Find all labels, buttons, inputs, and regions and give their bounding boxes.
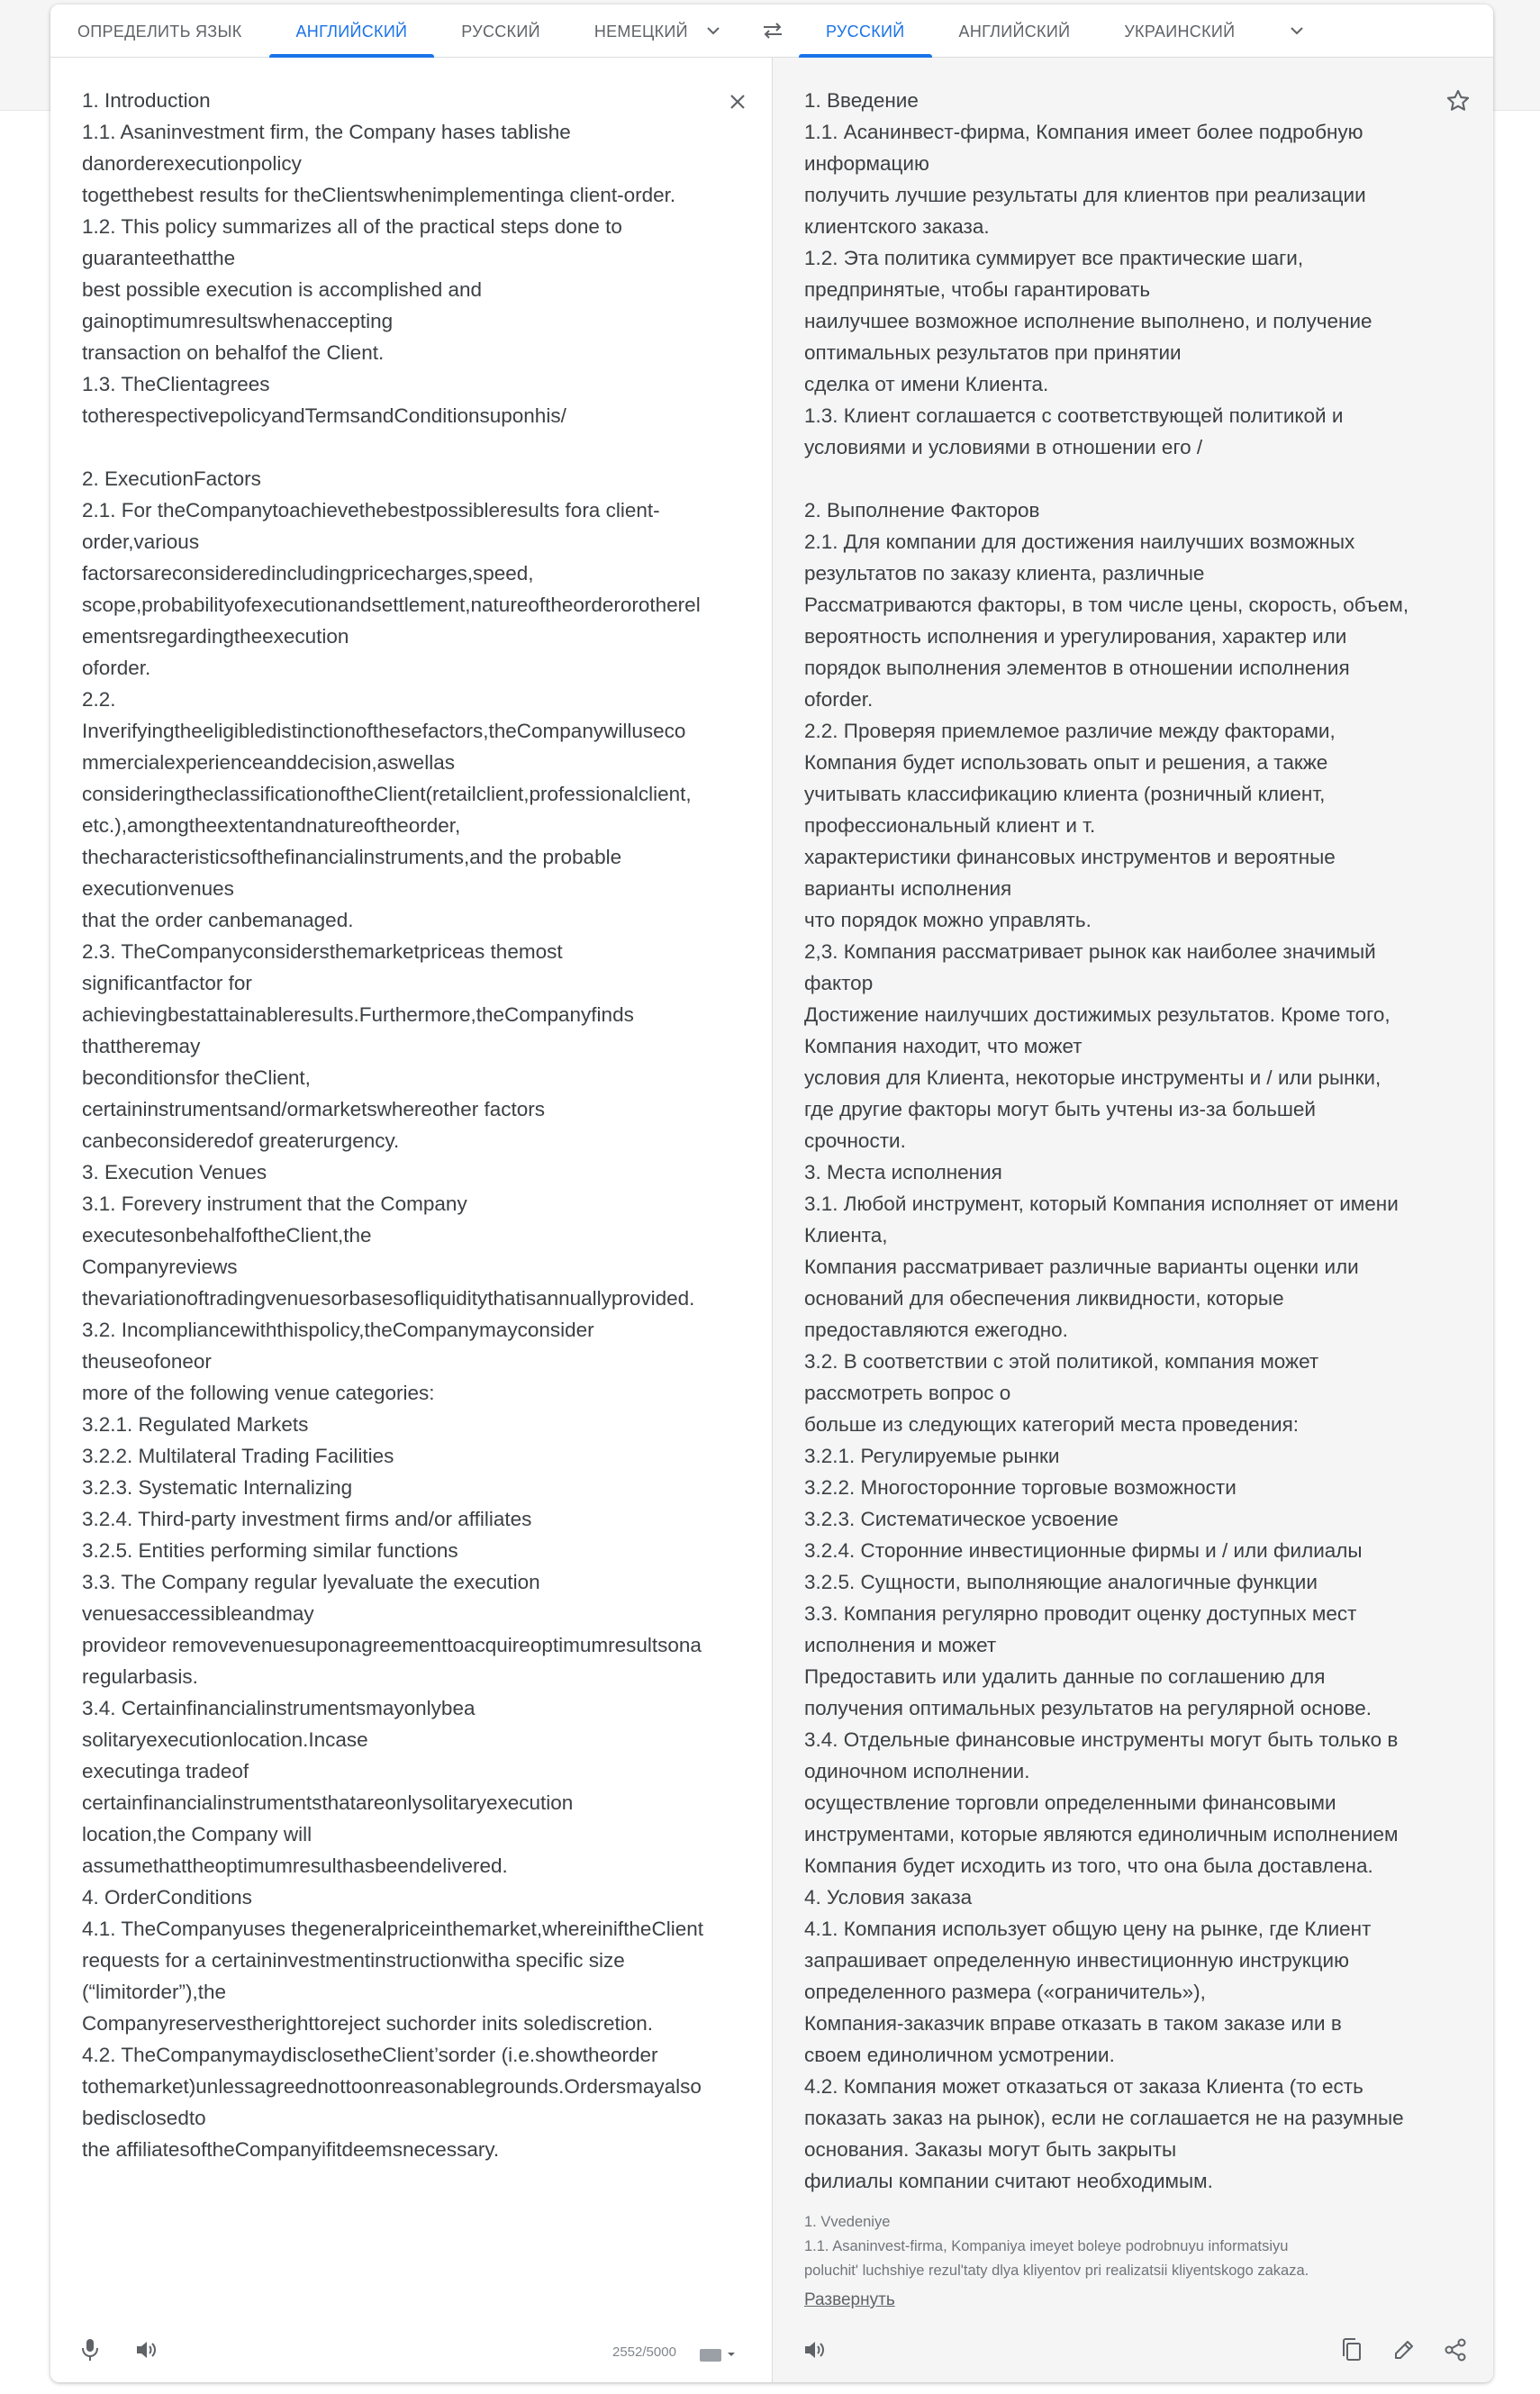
target-more-languages-chevron-down-icon[interactable]: [1288, 22, 1306, 40]
translation-text-line: 1.1. Асанинвест-фирма, Компания имеет более подробную: [804, 121, 1363, 143]
translation-text-line: порядок выполнения элементов в отношении исполнения: [804, 657, 1350, 679]
translation-text-line: что порядок можно управлять.: [804, 909, 1092, 931]
translation-text-line: профессиональный клиент и т.: [804, 814, 1096, 837]
tab-target-english[interactable]: АНГЛИЙСКИЙ: [958, 23, 1071, 41]
translation-text-line: Предоставить или удалить данные по соглашению для: [804, 1665, 1326, 1688]
source-text-line: 2.1. For theCompanytoachievethebestpossibleresults fora client-: [82, 499, 660, 521]
copy-icon[interactable]: [1340, 2337, 1363, 2362]
translation-text-line: 2.1. Для компании для достижения наилучших возможных: [804, 530, 1355, 553]
source-text-line: certainfinancialinstrumentsthatareonlysolitaryexecution: [82, 1791, 574, 1814]
source-text-line: factorsareconsideredincludingpricecharges,speed,: [82, 562, 534, 585]
translation-text-line: предоставляются ежегодно.: [804, 1319, 1068, 1341]
source-text-line: location,the Company will: [82, 1823, 313, 1845]
translation-text-line: фактор: [804, 972, 874, 994]
source-text-line: 3.4. Certainfinancialinstrumentsmayonlybea: [82, 1697, 476, 1719]
source-text-line: danorderexecutionpolicy: [82, 152, 302, 175]
translation-text-line: где другие факторы могут быть учтены из-за большей: [804, 1098, 1316, 1120]
tab-source-german[interactable]: НЕМЕЦКИЙ: [593, 23, 688, 41]
source-text-line: 1. Introduction: [82, 89, 211, 112]
source-text-line: thecharacteristicsofthefinancialinstruments,and the probable: [82, 846, 622, 868]
share-icon[interactable]: [1443, 2337, 1468, 2362]
translation-text-line: 3.2.4. Сторонние инвестиционные фирмы и / или филиалы: [804, 1539, 1363, 1562]
translation-text-line: 3.2.1. Регулируемые рынки: [804, 1445, 1060, 1467]
source-text-line: Companyreservestherighttoreject suchorder inits solediscretion.: [82, 2012, 654, 2035]
source-text-line: executinga tradeof: [82, 1760, 249, 1782]
translation-text-line: вероятность исполнения и урегулирования, характер или: [804, 625, 1347, 648]
source-text-line: the affiliatesoftheCompanyifitdeemsnecessary.: [82, 2138, 500, 2161]
source-text-line: beconditionsfor theClient,: [82, 1066, 311, 1089]
keyboard-icon[interactable]: [699, 2346, 737, 2362]
source-text-pane: [50, 58, 772, 2382]
tab-target-russian[interactable]: РУССКИЙ: [799, 5, 932, 57]
translator-card: [50, 5, 1493, 2382]
language-tab-bar: [50, 5, 1493, 58]
translation-text-line: Компания рассматривает различные варианты оценки или: [804, 1256, 1359, 1278]
source-text-line: 1.2. This policy summarizes all of the practical steps done to: [82, 215, 622, 238]
translation-text-line: 4. Условия заказа: [804, 1886, 973, 1909]
translation-text-line: информацию: [804, 152, 929, 175]
source-text-line: executionvenues: [82, 877, 234, 900]
source-text-line: oforder.: [82, 657, 151, 679]
translation-text-line: Рассматриваются факторы, в том числе цены, скорость, объем,: [804, 594, 1409, 616]
source-text-line: 4.1. TheCompanyuses thegeneralpriceinthemarket,whereiniftheClient: [82, 1918, 703, 1940]
source-text-input[interactable]: [82, 85, 721, 2165]
translation-text-line: 3.1. Любой инструмент, который Компания исполняет от имени: [804, 1192, 1399, 1215]
source-text-line: 1.1. Asaninvestment firm, the Company hases tablishe: [82, 121, 571, 143]
target-language-tabs: [799, 5, 1262, 57]
source-text-line: guaranteethatthe: [82, 247, 236, 269]
source-text-line: certaininstrumentsand/ormarketswhereother factors: [82, 1098, 545, 1120]
translation-text-line: 2. Выполнение Факторов: [804, 499, 1040, 521]
source-text-line: 3. Execution Venues: [82, 1161, 267, 1183]
translation-text-line: oforder.: [804, 688, 874, 711]
translation-text-line: 3.2.5. Сущности, выполняющие аналогичные функции: [804, 1571, 1318, 1593]
translation-text-line: осуществление торговли определенными финансовыми: [804, 1791, 1336, 1814]
translation-text-line: 1.2. Эта политика суммирует все практические шаги,: [804, 247, 1304, 269]
translation-text-line: 4.2. Компания может отказаться от заказа Клиента (то есть: [804, 2075, 1363, 2098]
translation-text-line: 3. Места исполнения: [804, 1161, 1002, 1183]
source-text-line: Inverifyingtheeligibledistinctionofthesefactors,theCompanywilluseco: [82, 720, 686, 742]
translation-text-line: характеристики финансовых инструментов и вероятные: [804, 846, 1336, 868]
source-text-line: 3.2.4. Third-party investment firms and/or affiliates: [82, 1508, 532, 1530]
source-text-line: scope,probabilityofexecutionandsettlement,natureoftheorderorotherel: [82, 594, 701, 616]
translation-text-line: 4.1. Компания использует общую цену на рынке, где Клиент: [804, 1918, 1372, 1940]
source-text-line: tothemarket)unlessagreednottoonreasonablegrounds.Ordersmayalso: [82, 2075, 702, 2098]
source-text-line: achievingbestattainableresults.Furthermore,theCompanyfinds: [82, 1003, 634, 1026]
translation-text-line: Компания будет исходить из того, что она была доставлена.: [804, 1854, 1373, 1877]
source-text-line: assumethattheoptimumresulthasbeendelivered.: [82, 1854, 508, 1877]
source-text-line: requests for a certaininvestmentinstructionwitha specific size: [82, 1949, 625, 1972]
source-text-line: venuesaccessibleandmay: [82, 1602, 314, 1625]
swap-languages-icon[interactable]: [761, 21, 784, 41]
translation-text-line: 3.2.3. Систематическое усвоение: [804, 1508, 1119, 1530]
expand-transliteration-link[interactable]: Развернуть: [804, 2290, 895, 2309]
translation-text-line: основания. Заказы могут быть закрыты: [804, 2138, 1177, 2161]
source-text-line: 2.2.: [82, 688, 116, 711]
source-text-line: canbeconsideredof greaterurgency.: [82, 1129, 400, 1152]
source-more-languages-chevron-down-icon[interactable]: [704, 22, 722, 40]
source-text-line: gainoptimumresultswhenaccepting: [82, 310, 394, 332]
source-text-line: significantfactor for: [82, 972, 252, 994]
translation-text-line: одиночном исполнении.: [804, 1760, 1030, 1782]
transliteration-text: [804, 2210, 1471, 2283]
translation-text-line: 1. Введение: [804, 89, 919, 112]
transliteration-line: 1. Vvedeniye: [804, 2214, 891, 2230]
translation-text-line: учитывать классификацию клиента (розничный клиент,: [804, 783, 1326, 805]
source-text-line: 3.2. Incompliancewiththispolicy,theCompanymayconsider: [82, 1319, 594, 1341]
source-text-line: 3.2.3. Systematic Internalizing: [82, 1476, 353, 1499]
translation-text-line: показать заказ на рынок), если не соглашается не на разумные: [804, 2107, 1404, 2129]
source-text-line: (“limitorder”),the: [82, 1981, 227, 2003]
source-text-line: executesonbehalfoftheClient,the: [82, 1224, 372, 1247]
source-text-line: thattheremay: [82, 1035, 201, 1057]
translation-text-line: своем единоличном усмотрении.: [804, 2044, 1115, 2066]
translation-text-line: получить лучшие результаты для клиентов при реализации: [804, 184, 1366, 206]
source-language-tabs: [50, 5, 715, 57]
source-text-line: consideringtheclassificationoftheClient(retailclient,professionalclient,: [82, 783, 692, 805]
translation-text-line: определенного размера («ограничитель»),: [804, 1981, 1206, 2003]
translation-pane: [772, 58, 1493, 2382]
source-text-line: Companyreviews: [82, 1256, 238, 1278]
translation-text-line: 3.2.2. Многосторонние торговые возможности: [804, 1476, 1237, 1499]
translation-text-line: 2.2. Проверяя приемлемое различие между факторами,: [804, 720, 1336, 742]
pencil-icon[interactable]: [1392, 2338, 1416, 2362]
translation-text-line: 3.3. Компания регулярно проводит оценку доступных мест: [804, 1602, 1357, 1625]
source-text-line: regularbasis.: [82, 1665, 198, 1688]
star-icon[interactable]: [1445, 88, 1471, 113]
translation-text-line: Достижение наилучших достижимых результатов. Кроме того,: [804, 1003, 1391, 1026]
source-text-line: [82, 431, 721, 463]
translation-text-line: 3.2. В соответствии с этой политикой, компания может: [804, 1350, 1319, 1373]
translation-text-line: Компания-заказчик вправе отказать в таком заказе или в: [804, 2012, 1342, 2035]
translation-text-line: варианты исполнения: [804, 877, 1012, 900]
source-text-line: solitaryexecutionlocation.Incase: [82, 1728, 368, 1751]
translation-text-line: Клиента,: [804, 1224, 888, 1247]
translation-text-line: сделка от имени Клиента.: [804, 373, 1049, 395]
microphone-icon[interactable]: [80, 2337, 100, 2362]
translation-text-line: [804, 463, 1435, 494]
transliteration-line: 1.1. Asaninvest-firma, Kompaniya imeyet boleye podrobnuyu informatsiyu: [804, 2238, 1289, 2254]
translation-text-line: предпринятые, чтобы гарантировать: [804, 278, 1151, 301]
translation-text-line: оснований для обеспечения ликвидности, которые: [804, 1287, 1284, 1310]
translation-text-line: Компания будет использовать опыт и решения, а также: [804, 751, 1328, 774]
tab-target-ukrainian[interactable]: УКРАИНСКИЙ: [1124, 23, 1236, 41]
tab-source-english[interactable]: АНГЛИЙСКИЙ: [269, 5, 435, 57]
source-text-line: best possible execution is accomplished and: [82, 278, 483, 301]
source-text-line: 3.1. Forevery instrument that the Company: [82, 1192, 467, 1215]
source-text-line: etc.),amongtheextentandnatureoftheorder,: [82, 814, 461, 837]
transliteration-line: poluchit' luchshiye rezul'taty dlya kliyentov pri realizatsii kliyentskogo zakaza.: [804, 2263, 1309, 2279]
translation-text-line: рассмотреть вопрос о: [804, 1382, 1011, 1404]
speaker-icon[interactable]: [803, 2339, 827, 2361]
character-counter: 2552/5000: [612, 2344, 676, 2360]
source-text-line: 4. OrderConditions: [82, 1886, 252, 1909]
source-text-line: togetthebest results for theClientswhenimplementinga client-order.: [82, 184, 676, 206]
translation-text-line: оптимальных результатов при принятии: [804, 341, 1182, 364]
source-text-line: mmercialexperienceanddecision,aswellas: [82, 751, 455, 774]
source-text-line: provideor removevenuesuponagreementtoacquireoptimumresultsona: [82, 1634, 702, 1656]
source-text-line: that the order canbemanaged.: [82, 909, 354, 931]
source-text-line: 2.3. TheCompanyconsidersthemarketpriceas themost: [82, 940, 563, 963]
translation-text: [804, 85, 1435, 2197]
tab-detect-language[interactable]: ОПРЕДЕЛИТЬ ЯЗЫК: [77, 23, 242, 41]
source-text-line: 3.2.2. Multilateral Trading Facilities: [82, 1445, 394, 1467]
source-text-line: 3.2.5. Entities performing similar functions: [82, 1539, 458, 1562]
translation-text-line: условиями и условиями в отношении его /: [804, 436, 1203, 458]
source-text-line: 3.3. The Company regular lyevaluate the execution: [82, 1571, 540, 1593]
source-text-line: 4.2. TheCompanymaydisclosetheClient’sorder (i.e.showtheorder: [82, 2044, 658, 2066]
translation-text-line: исполнения и может: [804, 1634, 997, 1656]
source-text-line: 2. ExecutionFactors: [82, 467, 261, 490]
speaker-icon[interactable]: [135, 2339, 159, 2361]
translation-text-line: филиалы компании считают необходимым.: [804, 2170, 1213, 2192]
source-text-line: thevariationoftradingvenuesorbasesofliquiditythatisannuallyprovided.: [82, 1287, 695, 1310]
translation-text-line: больше из следующих категорий места проведения:: [804, 1413, 1300, 1436]
source-text-line: transaction on behalfof the Client.: [82, 341, 385, 364]
source-text-line: 3.2.1. Regulated Markets: [82, 1413, 309, 1436]
translation-text-line: Компания находит, что может: [804, 1035, 1083, 1057]
translation-text-line: запрашивает определенную инвестиционную инструкцию: [804, 1949, 1349, 1972]
translation-text-line: результатов по заказу клиента, различные: [804, 562, 1205, 585]
translation-text-line: 3.4. Отдельные финансовые инструменты могут быть только в: [804, 1728, 1399, 1751]
source-text-line: order,various: [82, 530, 200, 553]
translation-text-line: клиентского заказа.: [804, 215, 990, 238]
source-text-line: theuseofoneor: [82, 1350, 212, 1373]
source-text-line: ementsregardingtheexecution: [82, 625, 349, 648]
translation-text-line: 2,3. Компания рассматривает рынок как наиболее значимый: [804, 940, 1376, 963]
translation-text-line: получения оптимальных результатов на регулярной основе.: [804, 1697, 1372, 1719]
source-text-line: bedisclosedto: [82, 2107, 206, 2129]
source-text-line: more of the following venue categories:: [82, 1382, 435, 1404]
translation-text-line: 1.3. Клиент соглашается с соответствующей политикой и: [804, 404, 1344, 427]
close-icon[interactable]: [727, 91, 748, 113]
source-text-line: 1.3. TheClientagrees: [82, 373, 270, 395]
translation-text-line: наилучшее возможное исполнение выполнено, и получение: [804, 310, 1372, 332]
translation-text-line: срочности.: [804, 1129, 906, 1152]
translation-text-line: условия для Клиента, некоторые инструменты и / или рынки,: [804, 1066, 1381, 1089]
source-text-line: totherespectivepolicyandTermsandConditionsuponhis/: [82, 404, 566, 427]
translation-text-line: инструментами, которые являются единоличным исполнением: [804, 1823, 1399, 1845]
tab-source-russian[interactable]: РУССКИЙ: [461, 23, 540, 41]
